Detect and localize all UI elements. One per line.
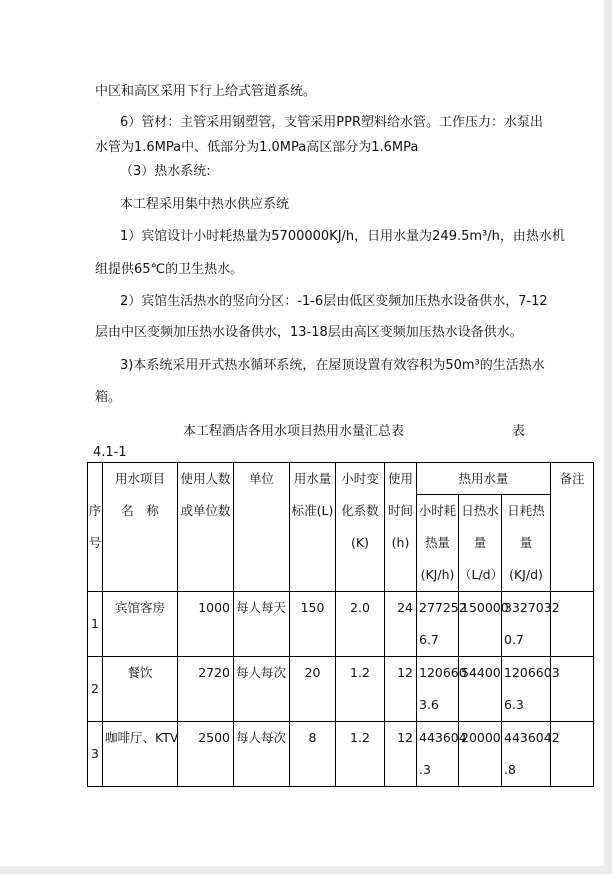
cell-hourly-heat: 277252 6.7 bbox=[417, 592, 459, 657]
cell-daily-water: 150000 bbox=[459, 592, 502, 657]
cell-k: 1.2 bbox=[336, 657, 385, 722]
cell-daily-water: 54400 bbox=[459, 657, 502, 722]
cell-hours: 24 bbox=[385, 592, 417, 657]
paragraph: （3）热水系统: bbox=[120, 164, 211, 179]
table-row bbox=[88, 722, 594, 787]
header-hourly-heat: 小时耗 热量 (KJ/h) bbox=[417, 495, 459, 592]
header-item: 用水项目 名 称 bbox=[103, 463, 178, 592]
cell-std: 150 bbox=[290, 592, 336, 657]
cell-daily-heat: 1206603 6.3 bbox=[502, 657, 551, 722]
header-remark: 备注 bbox=[551, 463, 594, 592]
cell-unit: 每人每次 bbox=[234, 657, 290, 722]
table-title: 本工程酒店各用水项目热用水量汇总表 bbox=[183, 424, 405, 439]
header-std: 用水量 标准(L) bbox=[290, 463, 336, 592]
hot-water-summary-table bbox=[87, 462, 594, 787]
cell-seq: 1 bbox=[88, 592, 103, 657]
table-row bbox=[88, 592, 594, 657]
cell-hours: 12 bbox=[385, 657, 417, 722]
header-daily-heat: 日耗热 量 (KJ/d) bbox=[502, 495, 551, 592]
paragraph: 3)本系统采用开式热水循环系统，在屋顶设置有效容积为50m³的生活热水 bbox=[120, 358, 545, 373]
header-hours: 使用 时间 (h) bbox=[385, 463, 417, 592]
paragraph: 本工程采用集中热水供应系统 bbox=[120, 197, 290, 212]
cell-hourly-heat: 120660 3.6 bbox=[417, 657, 459, 722]
cell-unit: 每人每天 bbox=[234, 592, 290, 657]
header-hot-water: 热用水量 bbox=[417, 463, 551, 495]
table-header-row bbox=[88, 463, 594, 495]
table-row bbox=[88, 657, 594, 722]
paragraph: 层由中区变频加压热水设备供水，13-18层由高区变频加压热水设备供水。 bbox=[95, 325, 523, 340]
header-seq: 序 号 bbox=[88, 463, 103, 592]
cell-k: 1.2 bbox=[336, 722, 385, 787]
cell-people: 2500 bbox=[178, 722, 234, 787]
cell-daily-heat: 3327032 0.7 bbox=[502, 592, 551, 657]
paragraph: 箱。 bbox=[95, 390, 122, 405]
table-label: 表 bbox=[512, 424, 526, 439]
cell-item: 宾馆客房 bbox=[103, 592, 178, 657]
cell-item: 咖啡厅、KTV bbox=[103, 722, 178, 787]
cell-daily-water: 20000 bbox=[459, 722, 502, 787]
header-k: 小时变 化系数 (K) bbox=[336, 463, 385, 592]
cell-people: 1000 bbox=[178, 592, 234, 657]
cell-unit: 每人每次 bbox=[234, 722, 290, 787]
cell-std: 20 bbox=[290, 657, 336, 722]
cell-std: 8 bbox=[290, 722, 336, 787]
cell-seq: 3 bbox=[88, 722, 103, 787]
paragraph: 水管为1.6MPa中、低部分为1.0MPa高区部分为1.6MPa bbox=[95, 140, 419, 155]
paragraph: 6）管材：主管采用钢塑管，支管采用PPR塑料给水管。工作压力：水泵出 bbox=[120, 115, 543, 130]
cell-seq: 2 bbox=[88, 657, 103, 722]
header-daily-water: 日热水 量 （L/d） bbox=[459, 495, 502, 592]
header-people: 使用人数 或单位数 bbox=[178, 463, 234, 592]
paragraph: 中区和高区采用下行上给式管道系统。 bbox=[95, 84, 317, 99]
table-number: 4.1-1 bbox=[93, 445, 127, 460]
paragraph: 组提供65℃的卫生热水。 bbox=[95, 262, 244, 277]
paragraph: 2）宾馆生活热水的竖向分区：-1-6层由低区变频加压热水设备供水，7-12 bbox=[120, 294, 548, 309]
cell-people: 2720 bbox=[178, 657, 234, 722]
cell-k: 2.0 bbox=[336, 592, 385, 657]
cell-hourly-heat: 443604 .3 bbox=[417, 722, 459, 787]
cell-item: 餐饮 bbox=[103, 657, 178, 722]
header-unit: 单位 bbox=[234, 463, 290, 592]
cell-hours: 12 bbox=[385, 722, 417, 787]
paragraph: 1）宾馆设计小时耗热量为5700000KJ/h，日用水量为249.5m³/h，由热水机 bbox=[120, 229, 565, 244]
cell-daily-heat: 4436042 .8 bbox=[502, 722, 551, 787]
